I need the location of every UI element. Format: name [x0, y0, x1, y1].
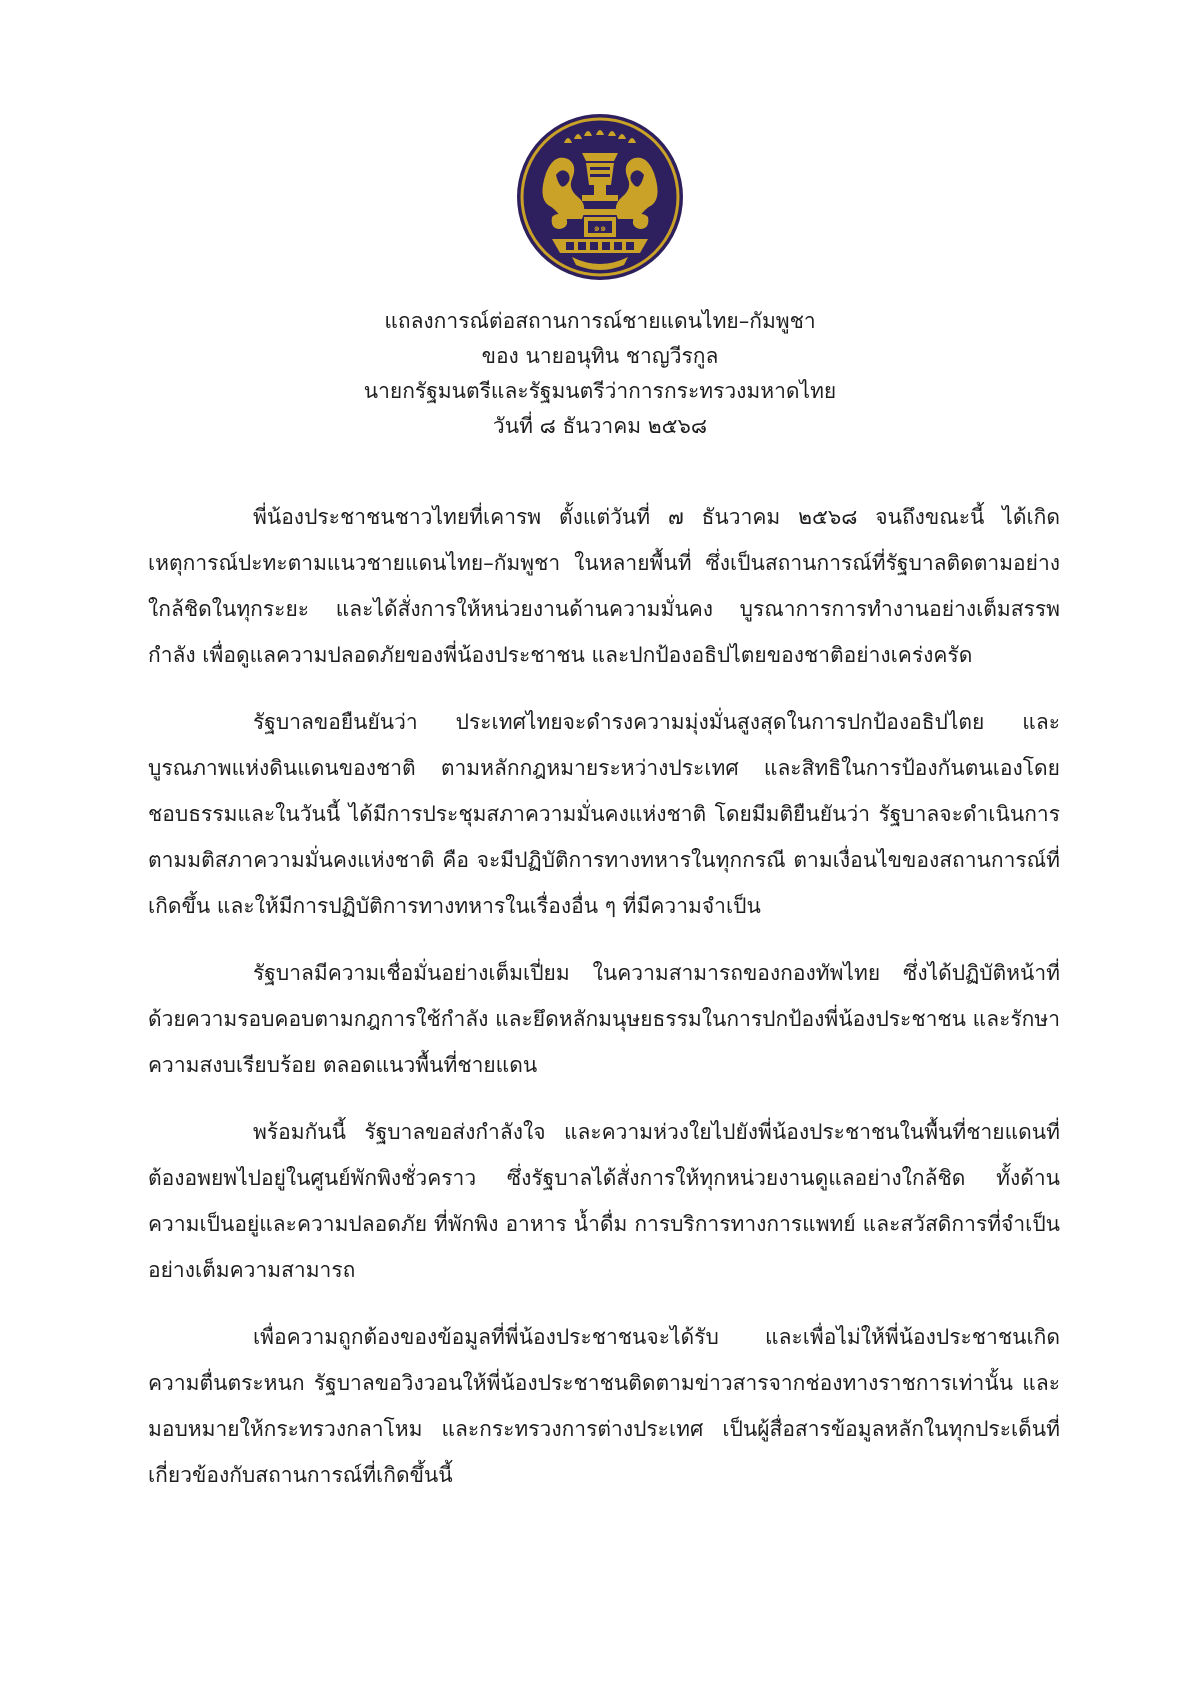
paragraph-3: รัฐบาลมีความเชื่อมั่นอย่างเต็มเปี่ยม ในความสามารถของกองทัพไทย ซึ่งได้ปฏิบัติหน้าที่ด้วยความรอบคอบตามกฎการใช้กำลัง และยึดหลักมนุษยธรรมในการปกป้องพี่น้องประชาชน และรักษาความสงบเรียบร้อย ตลอดแนวพื้นที่ชายแดน [148, 961, 1060, 1077]
paragraph-5: เพื่อความถูกต้องของข้อมูลที่พี่น้องประชาชนจะได้รับ และเพื่อไม่ให้พี่น้องประชาชนเกิดความตื่นตระหนก รัฐบาลขอวิงวอนให้พี่น้องประชาชนติดตามข่าวสารจากช่องทางราชการเท่านั้น และมอบหมายให้กระทรวงกลาโหม และกระทรวงการต่างประเทศ เป็นผู้สื่อสารข้อมูลหลักในทุกประเด็นที่เกี่ยวข้องกับสถานการณ์ที่เกิดขึ้นนี้ [148, 1325, 1060, 1487]
paragraph-2: รัฐบาลขอยืนยันว่า ประเทศไทยจะดำรงความมุ่งมั่นสูงสุดในการปกป้องอธิปไตย และบูรณภาพแห่งดินแดนของชาติ ตามหลักกฎหมายระหว่างประเทศ และสิทธิในการป้องกันตนเองโดยชอบธรรมและในวันนี้ ได้มีการประชุมสภาความมั่นคงแห่งชาติ โดยมีมติยืนยันว่า รัฐบาลจะดำเนินการตามมติสภาความมั่นคงแห่งชาติ คือ จะมีปฏิบัติการทางทหารในทุกกรณี ตามเงื่อนไขของสถานการณ์ที่เกิดขึ้น และให้มีการปฏิบัติการทางทหารในเรื่องอื่น ๆ ที่มีความจำเป็น [148, 710, 1060, 918]
statement-position: นายกรัฐมนตรีและรัฐมนตรีว่าการกระทรวงมหาดไทย [363, 379, 837, 403]
statement-title: แถลงการณ์ต่อสถานการณ์ชายแดนไทย–กัมพูชา [384, 309, 816, 333]
paragraph-1: พี่น้องประชาชนชาวไทยที่เคารพ ตั้งแต่วันที่ ๗ ธันวาคม ๒๕๖๘ จนถึงขณะนี้ ได้เกิดเหตุการณ์ปะทะตามแนวชายแดนไทย–กัมพูชา ในหลายพื้นที่ ซึ่งเป็นสถานการณ์ที่รัฐบาลติดตามอย่างใกล้ชิดในทุกระยะ และได้สั่งการให้หน่วยงานด้านความมั่นคง บูรณาการการทำงานอย่างเต็มสรรพกำลัง เพื่อดูแลความปลอดภัยของพี่น้องประชาชน และปกป้องอธิปไตยของชาติอย่างเคร่งครัด [148, 505, 1060, 667]
statement-by-line: ของ นายอนุทิน ชาญวีรกูล [481, 344, 719, 368]
paragraph-4: พร้อมกันนี้ รัฐบาลขอส่งกำลังใจ และความห่วงใยไปยังพี่น้องประชาชนในพื้นที่ชายแดนที่ต้องอพยพไปอยู่ในศูนย์พักพิงชั่วคราว ซึ่งรัฐบาลได้สั่งการให้ทุกหน่วยงานดูแลอย่างใกล้ชิด ทั้งด้านความเป็นอยู่และความปลอดภัย ที่พักพิง อาหาร น้ำดื่ม การบริการทางการแพทย์ และสวัสดิการที่จำเป็น อย่างเต็มความสามารถ [148, 1120, 1060, 1282]
thai-government-seal-icon [516, 113, 684, 281]
statement-header [0, 304, 1200, 444]
statement-body [148, 494, 1060, 1519]
svg-text:๑๑: ๑๑ [593, 223, 607, 234]
statement-date: วันที่ ๘ ธันวาคม ๒๕๖๘ [492, 414, 708, 438]
